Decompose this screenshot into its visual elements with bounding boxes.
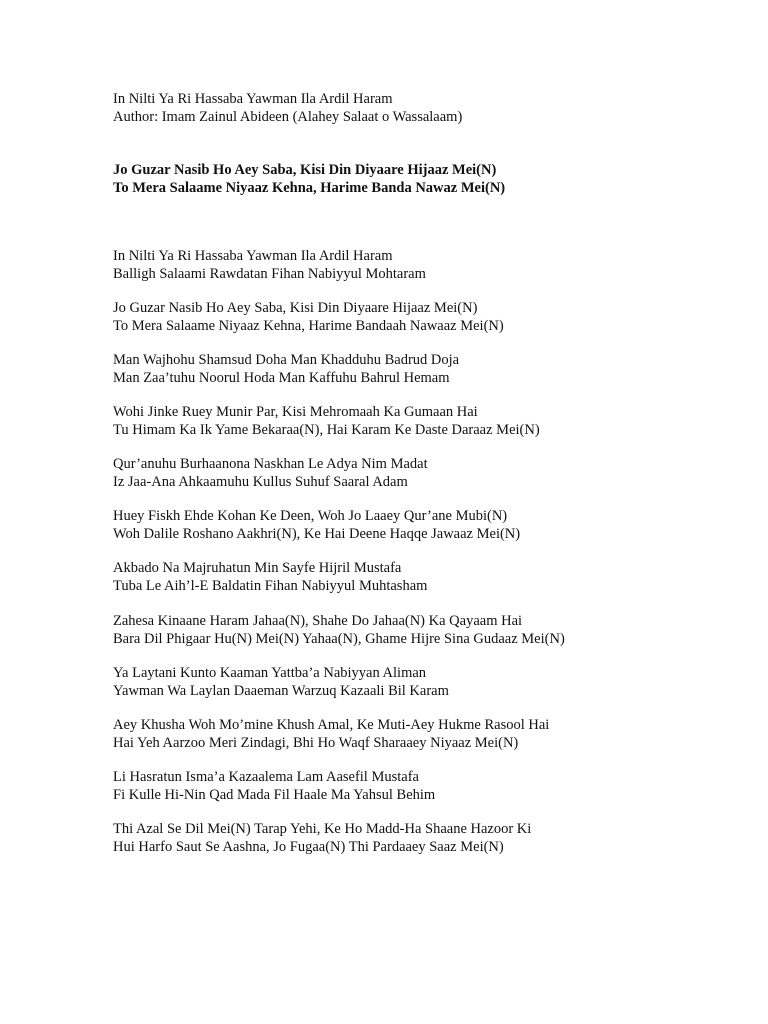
stanza-5-line-2: Iz Jaa-Ana Ahkaamuhu Kullus Suhuf Saaral Adam <box>113 474 408 490</box>
stanza-3-line-2: Man Zaa’tuhu Noorul Hoda Man Kaffuhu Bahrul Hemam <box>113 370 450 386</box>
stanza-9-line-1: Ya Laytani Kunto Kaaman Yattba’a Nabiyyan Aliman <box>113 665 427 681</box>
intro-line-2: To Mera Salaame Niyaaz Kehna, Harime Banda Nawaz Mei(N) <box>113 180 506 196</box>
stanza-12-line-2: Hui Harfo Saut Se Aashna, Jo Fugaa(N) Thi Pardaaey Saaz Mei(N) <box>113 839 504 855</box>
stanza-11-line-1: Li Hasratun Isma’a Kazaalema Lam Aasefil Mustafa <box>113 769 419 785</box>
stanza-1-line-1: In Nilti Ya Ri Hassaba Yawman Ila Ardil Haram <box>113 248 393 264</box>
stanza-8-line-2: Bara Dil Phigaar Hu(N) Mei(N) Yahaa(N), Ghame Hijre Sina Gudaaz Mei(N) <box>113 631 565 647</box>
stanza-10-line-1: Aey Khusha Woh Mo’mine Khush Amal, Ke Muti-Aey Hukme Rasool Hai <box>113 717 550 733</box>
document-author: Author: Imam Zainul Abideen (Alahey Salaat o Wassalaam) <box>113 109 463 125</box>
intro-line-1: Jo Guzar Nasib Ho Aey Saba, Kisi Din Diyaare Hijaaz Mei(N) <box>113 162 497 178</box>
stanza-3-line-1: Man Wajhohu Shamsud Doha Man Khadduhu Badrud Doja <box>113 352 460 368</box>
stanza-7-line-1: Akbado Na Majruhatun Min Sayfe Hijril Mustafa <box>113 560 402 576</box>
stanza-8-line-1: Zahesa Kinaane Haram Jahaa(N), Shahe Do Jahaa(N) Ka Qayaam Hai <box>113 613 523 629</box>
stanza-6-line-2: Woh Dalile Roshano Aakhri(N), Ke Hai Deene Haqqe Jawaaz Mei(N) <box>113 526 521 542</box>
stanza-6-line-1: Huey Fiskh Ehde Kohan Ke Deen, Woh Jo Laaey Qur’ane Mubi(N) <box>113 508 508 524</box>
stanza-12-line-1: Thi Azal Se Dil Mei(N) Tarap Yehi, Ke Ho Madd-Ha Shaane Hazoor Ki <box>113 821 532 837</box>
stanza-11-line-2: Fi Kulle Hi-Nin Qad Mada Fil Haale Ma Yahsul Behim <box>113 787 436 803</box>
stanza-4-line-1: Wohi Jinke Ruey Munir Par, Kisi Mehromaah Ka Gumaan Hai <box>113 404 478 420</box>
stanza-9-line-2: Yawman Wa Laylan Daaeman Warzuq Kazaali Bil Karam <box>113 683 449 699</box>
stanza-10-line-2: Hai Yeh Aarzoo Meri Zindagi, Bhi Ho Waqf Sharaaey Niyaaz Mei(N) <box>113 735 519 751</box>
stanza-5-line-1: Qur’anuhu Burhaanona Naskhan Le Adya Nim Madat <box>113 456 428 472</box>
stanza-7-line-2: Tuba Le Aih’l-E Baldatin Fihan Nabiyyul Muhtasham <box>113 578 428 594</box>
stanza-4-line-2: Tu Himam Ka Ik Yame Bekaraa(N), Hai Karam Ke Daste Daraaz Mei(N) <box>113 422 540 438</box>
document-title: In Nilti Ya Ri Hassaba Yawman Ila Ardil Haram <box>113 91 393 107</box>
stanza-2-line-2: To Mera Salaame Niyaaz Kehna, Harime Bandaah Nawaaz Mei(N) <box>113 318 504 334</box>
stanza-1-line-2: Balligh Salaami Rawdatan Fihan Nabiyyul Mohtaram <box>113 266 426 282</box>
stanza-2-line-1: Jo Guzar Nasib Ho Aey Saba, Kisi Din Diyaare Hijaaz Mei(N) <box>113 300 478 316</box>
